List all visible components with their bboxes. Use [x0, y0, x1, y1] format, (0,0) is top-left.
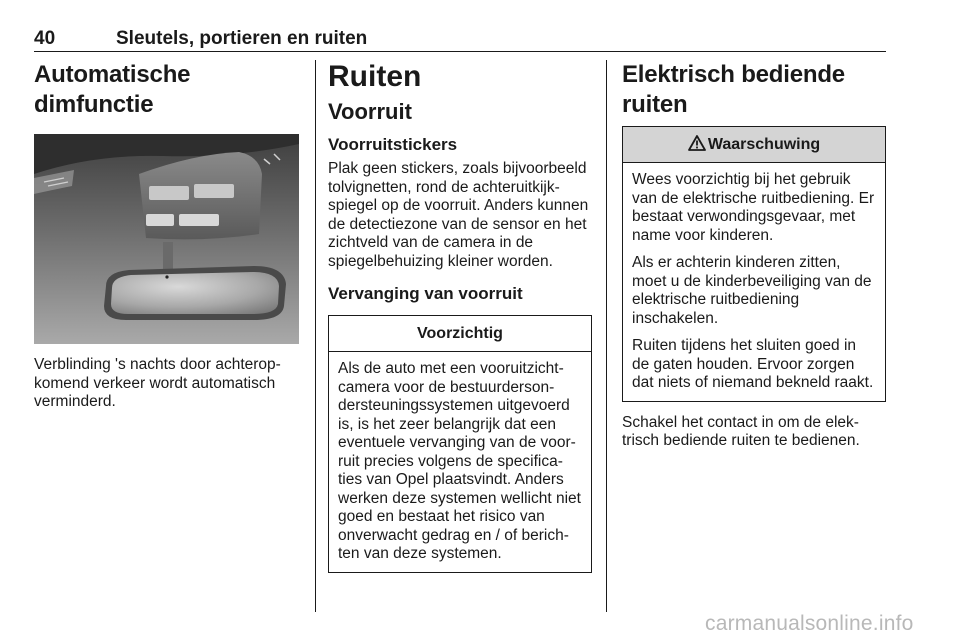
elektrische-ruiten-body: Schakel het contact in om de elek-trisch bediende ruiten te bedienen.: [622, 413, 860, 449]
column-2: [328, 60, 592, 573]
warning-triangle-icon: [688, 129, 706, 165]
page-header: [34, 28, 886, 52]
voorruitstickers-body: Plak geen stickers, zoals bijvoorbeeld tolvignetten, rond de achteruitkijk-spiegel op de voorruit. Anders kunnen de detectiezone van de sensor en het zichtveld van de camera in de spiegelbehuizing kleiner worden.: [328, 160, 589, 270]
warning-header: [623, 127, 885, 163]
warning-title: Waarschuwing: [707, 136, 821, 153]
rearview-mirror-photo: [34, 134, 299, 344]
column-divider-2: [606, 60, 607, 612]
section-heading-ruiten: Ruiten: [328, 60, 422, 93]
column-1: [34, 60, 299, 412]
dimfunctie-description: Verblinding 's nachts door achterop-komend verkeer wordt automatisch verminderd.: [34, 356, 281, 410]
column-3: [622, 60, 886, 451]
section-heading-dimfunctie: Automatische dimfunctie: [34, 61, 191, 118]
running-title: Sleutels, portieren en ruiten: [116, 28, 368, 49]
subheading-voorruit: Voorruit: [328, 99, 412, 124]
warning-paragraph: Als er achterin kinderen zitten, moet u de kinderbeveiliging van de elektrische ruitbediening inschakelen.: [632, 254, 872, 327]
mirror-illustration: [34, 134, 299, 344]
caution-title: Voorzichtig: [329, 316, 591, 352]
warning-paragraph: Ruiten tijdens het sluiten goed in de gaten houden. Ervoor zorgen dat niets of niemand bekneld raakt.: [632, 337, 874, 391]
header-rule: [34, 51, 886, 52]
warning-paragraph: Wees voorzichtig bij het gebruik van de elektrische ruitbediening. Er bestaat verwondingsgevaar, met name voor kinderen.: [632, 171, 875, 244]
caution-body: Als de auto met een vooruitzicht-camera voor de bestuurderson-dersteuningssystemen uitgevoerd is, is het zeer belangrijk dat een eventuele vervanging van de voor-ruit precies volgens de specifica-ties van Opel plaatsvindt. Anders werken deze systemen wellicht niet goed en bestaat het risico van onverwacht gedrag en / of berich-ten van deze systemen.: [338, 360, 581, 562]
column-divider-1: [315, 60, 316, 612]
caution-box: [328, 315, 592, 573]
title-vervanging-voorruit: Vervanging van voorruit: [328, 284, 523, 303]
watermark: carmanualsonline.info: [705, 612, 914, 635]
page-number: 40: [34, 28, 56, 49]
warning-box: [622, 126, 886, 402]
section-heading-elektrische-ruiten: Elektrisch bediende ruiten: [622, 61, 845, 118]
caution-body-container: [329, 352, 591, 572]
warning-body: [623, 163, 885, 401]
title-voorruitstickers: Voorruitstickers: [328, 135, 458, 154]
